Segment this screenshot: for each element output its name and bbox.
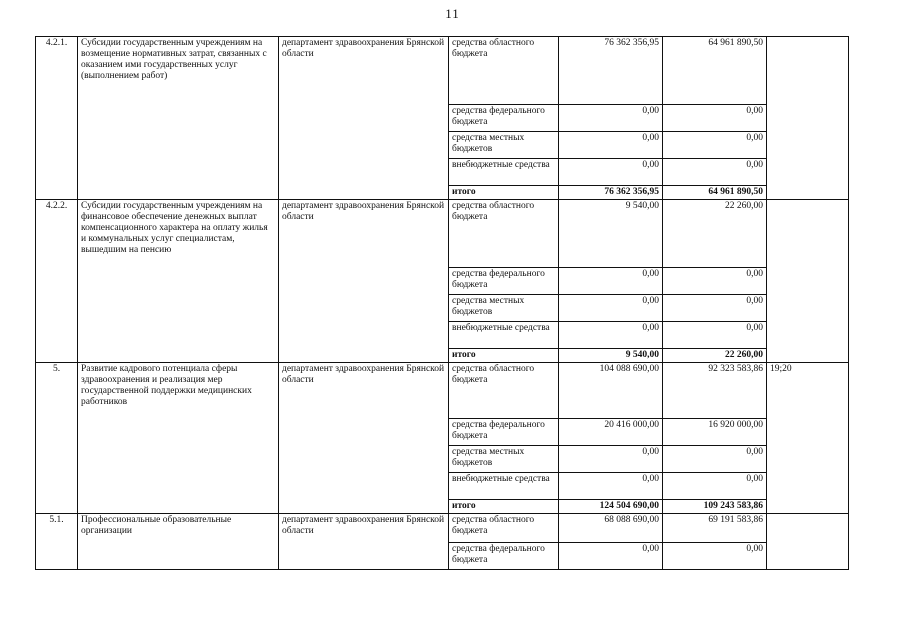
- item-name: Субсидии государственным учреждениям на возмещение нормативных затрат, связанных с оказанием ими государственных услуг (выполнением работ): [78, 37, 279, 200]
- funding-source: внебюджетные средства: [449, 473, 559, 500]
- amount-year-1: 76 362 356,95: [559, 186, 663, 200]
- funding-source: внебюджетные средства: [449, 322, 559, 349]
- funding-source: средства областного бюджета: [449, 363, 559, 419]
- funding-source: средства федерального бюджета: [449, 105, 559, 132]
- amount-year-2: 0,00: [663, 159, 767, 186]
- amount-year-2: 0,00: [663, 132, 767, 159]
- amount-year-1: 0,00: [559, 322, 663, 349]
- indicator-ref: 19;20: [767, 363, 849, 514]
- amount-year-2: 22 260,00: [663, 200, 767, 268]
- table-row: [36, 514, 849, 543]
- amount-year-1: 0,00: [559, 159, 663, 186]
- amount-year-1: 20 416 000,00: [559, 419, 663, 446]
- amount-year-2: 0,00: [663, 446, 767, 473]
- amount-year-1: 124 504 690,00: [559, 500, 663, 514]
- item-name: Профессиональные образовательные организации: [78, 514, 279, 570]
- item-number: 4.2.2.: [36, 200, 78, 363]
- amount-year-1: 0,00: [559, 268, 663, 295]
- amount-year-1: 0,00: [559, 446, 663, 473]
- funding-source: внебюджетные средства: [449, 159, 559, 186]
- amount-year-2: 0,00: [663, 295, 767, 322]
- funding-source: средства областного бюджета: [449, 514, 559, 543]
- budget-table: [35, 36, 849, 570]
- amount-year-2: 22 260,00: [663, 349, 767, 363]
- funding-source: итого: [449, 500, 559, 514]
- item-name: Субсидии государственным учреждениям на финансовое обеспечение денежных выплат компенсационного характера на оплату жилья и коммунальных услуг специалистам, вышедшим на пенсию: [78, 200, 279, 363]
- funding-source: средства федерального бюджета: [449, 419, 559, 446]
- item-number: 5.: [36, 363, 78, 514]
- item-executor: департамент здравоохранения Брянской области: [279, 200, 449, 363]
- amount-year-2: 64 961 890,50: [663, 186, 767, 200]
- item-number: 4.2.1.: [36, 37, 78, 200]
- amount-year-1: 9 540,00: [559, 349, 663, 363]
- funding-source: средства федерального бюджета: [449, 268, 559, 295]
- amount-year-2: 0,00: [663, 322, 767, 349]
- amount-year-1: 76 362 356,95: [559, 37, 663, 105]
- amount-year-2: 64 961 890,50: [663, 37, 767, 105]
- amount-year-1: 0,00: [559, 295, 663, 322]
- item-number: 5.1.: [36, 514, 78, 570]
- amount-year-2: 92 323 583,86: [663, 363, 767, 419]
- funding-source: итого: [449, 186, 559, 200]
- funding-source: средства областного бюджета: [449, 200, 559, 268]
- item-name: Развитие кадрового потенциала сферы здравоохранения и реализация мер государственной поддержки медицинских работников: [78, 363, 279, 514]
- amount-year-1: 0,00: [559, 132, 663, 159]
- indicator-ref: [767, 37, 849, 200]
- item-executor: департамент здравоохранения Брянской области: [279, 363, 449, 514]
- amount-year-2: 0,00: [663, 268, 767, 295]
- amount-year-1: 0,00: [559, 105, 663, 132]
- indicator-ref: [767, 200, 849, 363]
- amount-year-1: 68 088 690,00: [559, 514, 663, 543]
- indicator-ref: [767, 514, 849, 570]
- funding-source: итого: [449, 349, 559, 363]
- page-number: 11: [445, 6, 460, 21]
- funding-source: средства местных бюджетов: [449, 446, 559, 473]
- funding-source: средства местных бюджетов: [449, 295, 559, 322]
- amount-year-1: 9 540,00: [559, 200, 663, 268]
- amount-year-1: 0,00: [559, 473, 663, 500]
- table-row: [36, 363, 849, 419]
- funding-source: средства федерального бюджета: [449, 543, 559, 570]
- amount-year-2: 109 243 583,86: [663, 500, 767, 514]
- amount-year-2: 0,00: [663, 543, 767, 570]
- item-executor: департамент здравоохранения Брянской области: [279, 514, 449, 570]
- amount-year-2: 0,00: [663, 473, 767, 500]
- amount-year-1: 0,00: [559, 543, 663, 570]
- table-row: [36, 37, 849, 105]
- funding-source: средства местных бюджетов: [449, 132, 559, 159]
- table-row: [36, 200, 849, 268]
- item-executor: департамент здравоохранения Брянской области: [279, 37, 449, 200]
- amount-year-2: 0,00: [663, 105, 767, 132]
- funding-source: средства областного бюджета: [449, 37, 559, 105]
- amount-year-2: 16 920 000,00: [663, 419, 767, 446]
- amount-year-2: 69 191 583,86: [663, 514, 767, 543]
- amount-year-1: 104 088 690,00: [559, 363, 663, 419]
